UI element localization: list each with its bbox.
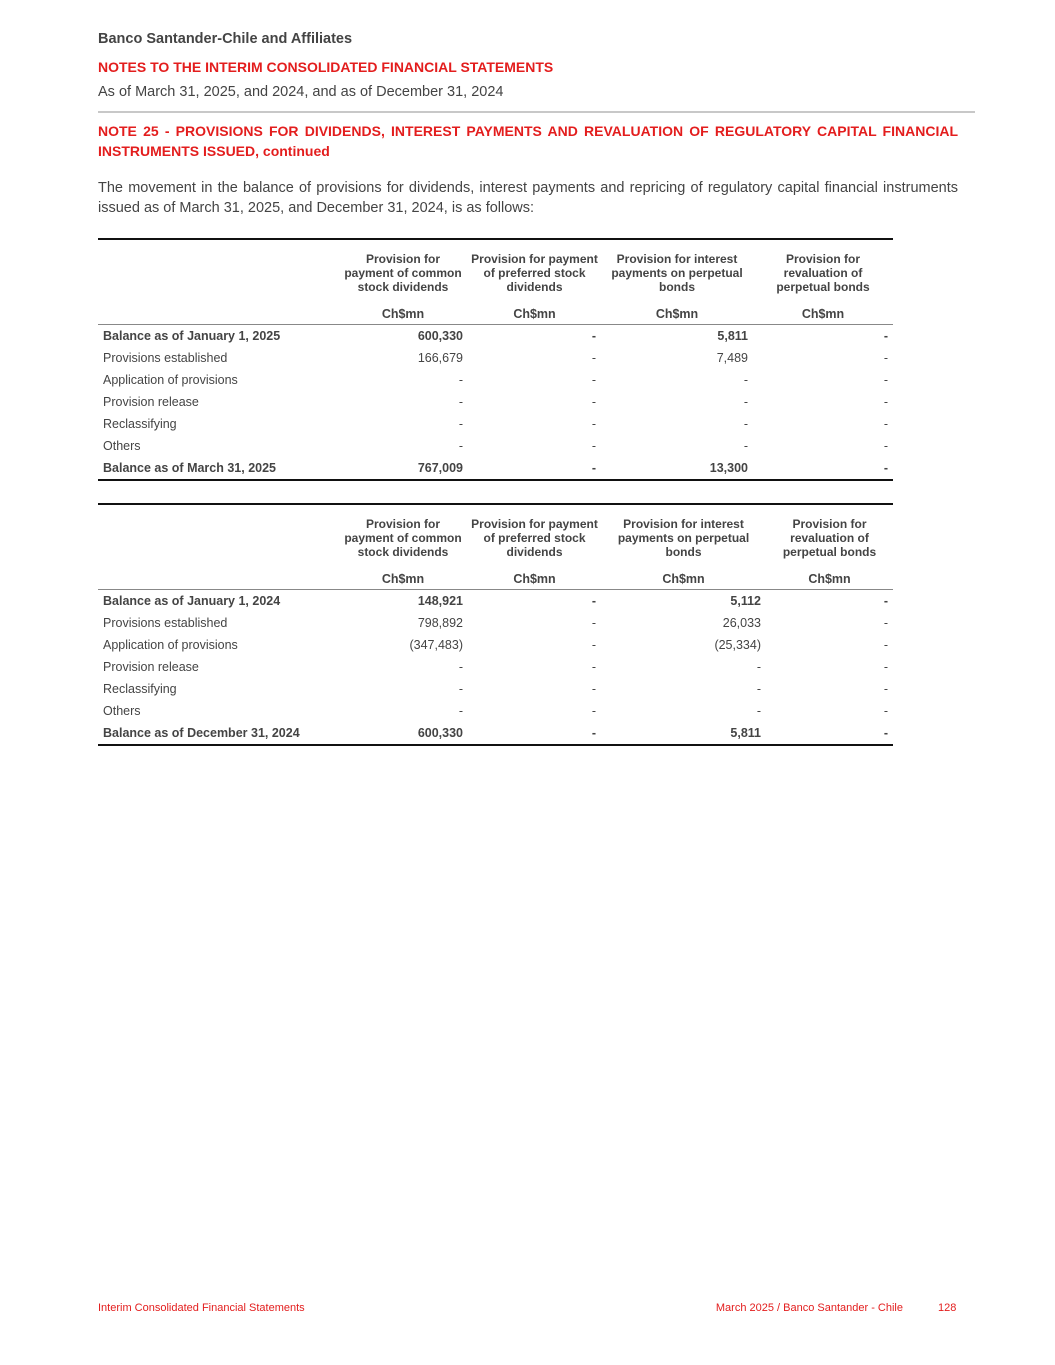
row-label: Provision release bbox=[103, 660, 199, 674]
row-label: Application of provisions bbox=[103, 638, 238, 652]
table-row bbox=[98, 325, 893, 348]
row-label: Balance as of January 1, 2024 bbox=[103, 594, 281, 608]
cell-value: - bbox=[883, 439, 888, 453]
table-row bbox=[98, 369, 893, 391]
cell-value: 798,892 bbox=[417, 616, 463, 630]
company-name: Banco Santander-Chile and Affiliates bbox=[98, 31, 353, 47]
cell-value: - bbox=[591, 329, 596, 343]
cell-value: - bbox=[591, 682, 596, 696]
cell-value: - bbox=[756, 660, 761, 674]
cell-value: - bbox=[743, 373, 748, 387]
intro-paragraph: The movement in the balance of provisions for dividends, interest payments and repricing of regulatory capital financial instruments issued as of March 31, 2025, and December 31, 2024, is as follows: bbox=[98, 180, 958, 216]
row-label: Balance as of March 31, 2025 bbox=[98, 457, 338, 480]
table-row bbox=[98, 634, 893, 656]
row-label: Provisions established bbox=[103, 616, 228, 630]
cell-value: - bbox=[883, 351, 888, 365]
table-row bbox=[98, 700, 893, 722]
row-label: Balance as of January 1, 2025 bbox=[103, 329, 281, 343]
table-row bbox=[98, 413, 893, 435]
notes-title: NOTES TO THE INTERIM CONSOLIDATED FINANCIAL STATEMENTS bbox=[98, 59, 554, 75]
row-label: Provisions established bbox=[103, 351, 228, 365]
cell-value: - bbox=[883, 417, 888, 431]
cell-value: - bbox=[591, 351, 596, 365]
note-heading: NOTE 25 - PROVISIONS FOR DIVIDENDS, INTEREST PAYMENTS AND REVALUATION OF REGULATORY CAPITAL FINANCIAL INSTRUMENTS ISSUED, continued bbox=[98, 123, 958, 159]
cell-value: - bbox=[591, 439, 596, 453]
column-header-revaluation-perpetual: Provision for revaluation of perpetual bonds bbox=[766, 504, 893, 569]
cell-value: - bbox=[591, 395, 596, 409]
cell-value: - bbox=[458, 439, 463, 453]
cell-value: - bbox=[743, 417, 748, 431]
cell-value: - bbox=[458, 417, 463, 431]
column-header-interest-perpetual: Provision for interest payments on perpetual bonds bbox=[601, 504, 766, 569]
cell-value: 13,300 bbox=[601, 457, 753, 480]
unit-label: Ch$mn bbox=[766, 569, 893, 590]
cell-value: - bbox=[883, 594, 888, 608]
unit-label: Ch$mn bbox=[601, 569, 766, 590]
column-header-common-dividends: Provision for payment of common stock dividends bbox=[338, 504, 468, 569]
cell-value: - bbox=[468, 722, 601, 745]
row-label: Provision release bbox=[103, 395, 199, 409]
column-header-preferred-dividends: Provision for payment of preferred stock dividends bbox=[468, 239, 601, 304]
table-row bbox=[98, 722, 893, 745]
unit-label: Ch$mn bbox=[338, 304, 468, 325]
cell-value: - bbox=[756, 704, 761, 718]
cell-value: - bbox=[883, 616, 888, 630]
column-header-label bbox=[98, 504, 338, 569]
row-label: Others bbox=[103, 439, 141, 453]
cell-value: 26,033 bbox=[722, 616, 761, 630]
unit-blank bbox=[98, 569, 338, 590]
column-header-preferred-dividends: Provision for payment of preferred stock dividends bbox=[468, 504, 601, 569]
cell-value: - bbox=[458, 682, 463, 696]
movement-table-2024 bbox=[98, 503, 893, 746]
cell-value: - bbox=[591, 704, 596, 718]
column-header-label bbox=[98, 239, 338, 304]
cell-value: - bbox=[458, 395, 463, 409]
footer-period-entity: March 2025 / Banco Santander - Chile bbox=[715, 1302, 903, 1314]
cell-value: - bbox=[883, 373, 888, 387]
table-row bbox=[98, 435, 893, 457]
row-label: Balance as of December 31, 2024 bbox=[98, 722, 338, 745]
cell-value: 7,489 bbox=[716, 351, 748, 365]
unit-label: Ch$mn bbox=[601, 304, 753, 325]
cell-value: - bbox=[753, 457, 893, 480]
cell-value: - bbox=[591, 660, 596, 674]
table-row bbox=[98, 678, 893, 700]
cell-value: - bbox=[458, 704, 463, 718]
cell-value: 148,921 bbox=[417, 594, 463, 608]
table-row bbox=[98, 612, 893, 634]
cell-value: 767,009 bbox=[338, 457, 468, 480]
header-divider bbox=[98, 111, 975, 113]
cell-value: - bbox=[766, 722, 893, 745]
table-row bbox=[98, 590, 893, 613]
movement-table-2025 bbox=[98, 238, 893, 481]
cell-value: - bbox=[468, 457, 601, 480]
as-of-date: As of March 31, 2025, and 2024, and as of December 31, 2024 bbox=[98, 84, 504, 100]
footer-document-title: Interim Consolidated Financial Statements bbox=[98, 1302, 305, 1314]
unit-label: Ch$mn bbox=[753, 304, 893, 325]
cell-value: - bbox=[883, 704, 888, 718]
cell-value: - bbox=[883, 329, 888, 343]
row-label: Application of provisions bbox=[103, 373, 238, 387]
row-label: Reclassifying bbox=[103, 682, 177, 696]
table-row bbox=[98, 656, 893, 678]
cell-value: 600,330 bbox=[338, 722, 468, 745]
unit-blank bbox=[98, 304, 338, 325]
column-header-interest-perpetual: Provision for interest payments on perpetual bonds bbox=[601, 239, 753, 304]
column-header-common-dividends: Provision for payment of common stock dividends bbox=[338, 239, 468, 304]
cell-value: 5,112 bbox=[730, 594, 761, 608]
cell-value: - bbox=[591, 417, 596, 431]
cell-value: 5,811 bbox=[717, 329, 748, 343]
cell-value: 600,330 bbox=[417, 329, 463, 343]
row-label: Others bbox=[103, 704, 141, 718]
cell-value: (25,334) bbox=[714, 638, 761, 652]
cell-value: - bbox=[883, 682, 888, 696]
cell-value: - bbox=[591, 373, 596, 387]
cell-value: - bbox=[458, 373, 463, 387]
cell-value: - bbox=[591, 594, 596, 608]
cell-value: - bbox=[883, 660, 888, 674]
unit-label: Ch$mn bbox=[468, 304, 601, 325]
cell-value: 166,679 bbox=[417, 351, 463, 365]
column-header-revaluation-perpetual: Provision for revaluation of perpetual bonds bbox=[753, 239, 893, 304]
page-number: 128 bbox=[938, 1302, 957, 1314]
cell-value: (347,483) bbox=[409, 638, 463, 652]
table-row bbox=[98, 347, 893, 369]
cell-value: - bbox=[743, 395, 748, 409]
table-row bbox=[98, 391, 893, 413]
cell-value: - bbox=[458, 660, 463, 674]
unit-label: Ch$mn bbox=[338, 569, 468, 590]
cell-value: - bbox=[883, 395, 888, 409]
cell-value: - bbox=[883, 638, 888, 652]
row-label: Reclassifying bbox=[103, 417, 177, 431]
table-row bbox=[98, 457, 893, 480]
cell-value: - bbox=[591, 638, 596, 652]
cell-value: - bbox=[756, 682, 761, 696]
cell-value: - bbox=[743, 439, 748, 453]
unit-label: Ch$mn bbox=[468, 569, 601, 590]
cell-value: - bbox=[591, 616, 596, 630]
cell-value: 5,811 bbox=[601, 722, 766, 745]
